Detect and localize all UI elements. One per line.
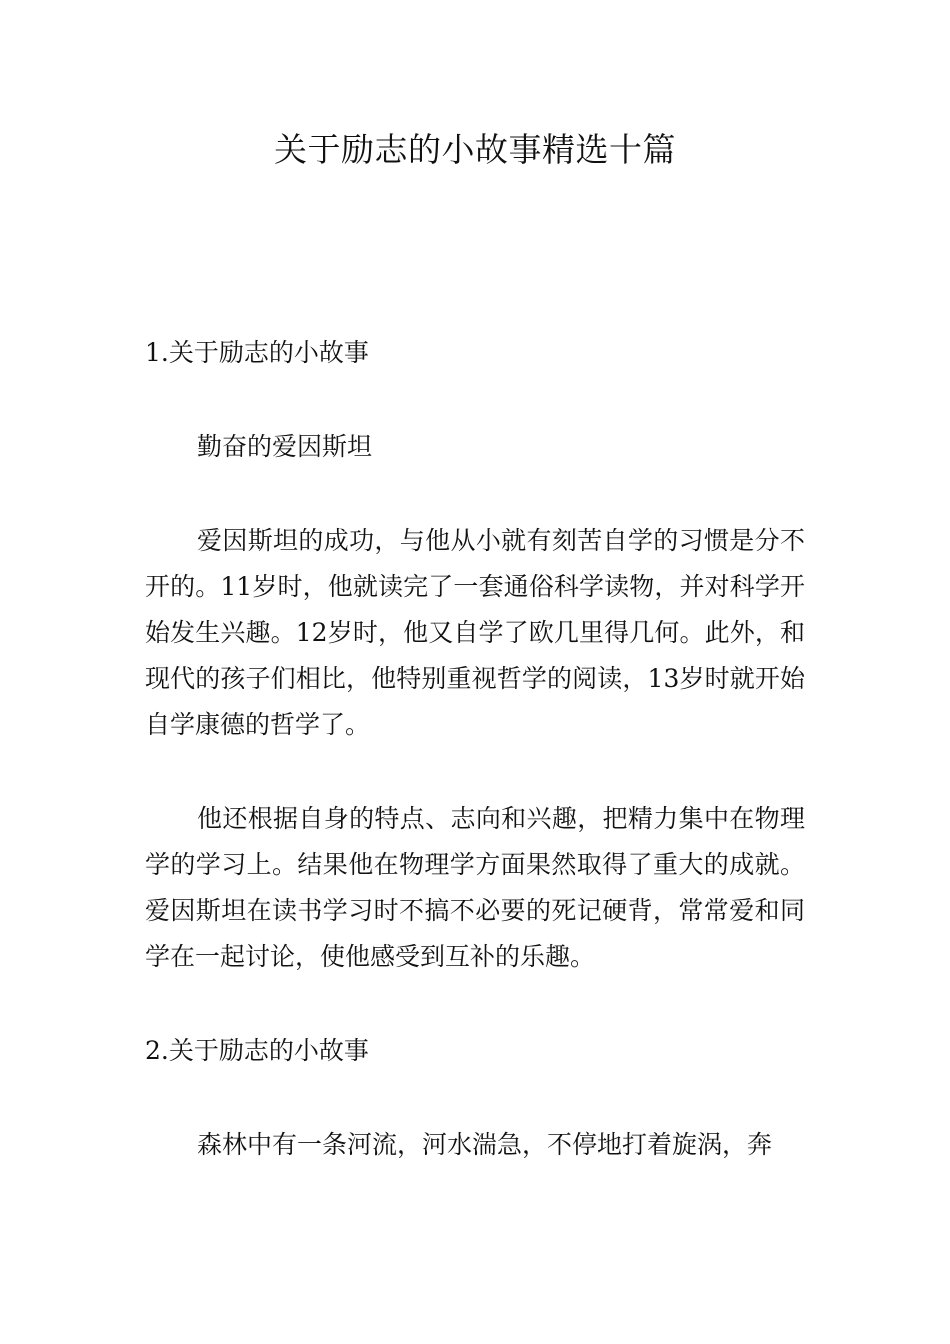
section-heading: 2.关于励志的小故事 <box>145 1036 369 1065</box>
spacer <box>145 470 805 518</box>
spacer <box>145 1074 805 1122</box>
spacer <box>145 748 805 796</box>
section-2 <box>145 1028 805 1168</box>
section-heading: 1.关于励志的小故事 <box>145 338 369 367</box>
section-1 <box>145 330 805 1028</box>
document-body <box>145 330 805 1168</box>
spacer <box>145 376 805 424</box>
paragraph: 爱因斯坦的成功，与他从小就有刻苦自学的习惯是分不开的。11岁时，他就读完了一套通俗科学读物，并对科学开始发生兴趣。12岁时，他又自学了欧几里得几何。此外，和现代的孩子们相比，他特别重视哲学的阅读，13岁时就开始自学康德的哲学了。 <box>145 526 805 739</box>
document-title: 关于励志的小故事精选十篇 <box>274 130 676 169</box>
paragraph: 森林中有一条河流，河水湍急，不停地打着旋涡，奔 <box>197 1130 773 1159</box>
story-title: 勤奋的爱因斯坦 <box>197 432 373 461</box>
spacer <box>145 980 805 1028</box>
paragraph: 他还根据自身的特点、志向和兴趣，把精力集中在物理学的学习上。结果他在物理学方面果然取得了重大的成就。爱因斯坦在读书学习时不搞不必要的死记硬背，常常爱和同学在一起讨论，使他感受到互补的乐趣。 <box>145 804 805 971</box>
